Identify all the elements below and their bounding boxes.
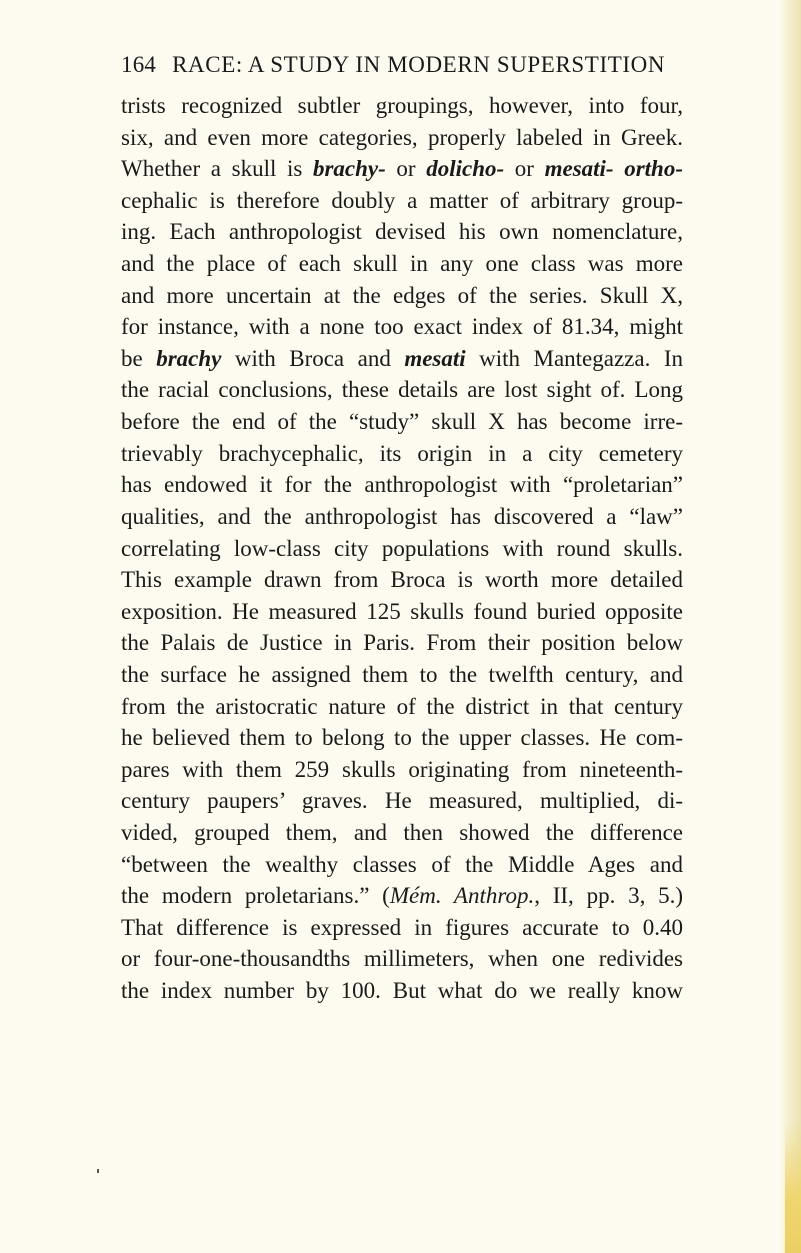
text-line: pares with them 259 skulls originating from nineteenth- bbox=[121, 756, 683, 782]
text-line: the surface he assigned them to the twelfth century, and bbox=[121, 661, 683, 687]
text-line: correlating low-class city populations with round skulls. bbox=[121, 535, 683, 561]
citation-title: Mém. Anthrop. bbox=[389, 883, 535, 909]
text-line: “between the wealthy classes of the Middle Ages and bbox=[121, 851, 683, 877]
text-line bbox=[121, 880, 683, 912]
body-text bbox=[121, 90, 683, 1007]
text-line: and the place of each skull in any one class was more bbox=[121, 251, 683, 277]
text-line: century paupers’ graves. He measured, multiplied, di- bbox=[121, 788, 683, 814]
text-line: and more uncertain at the edges of the series. Skull X, bbox=[121, 282, 683, 308]
text-line: trists recognized subtler groupings, however, into four, bbox=[121, 93, 683, 118]
margin-mark bbox=[97, 1169, 99, 1173]
text-line: cephalic is therefore doubly a matter of arbitrary group- bbox=[121, 187, 683, 213]
term-brachy: brachy- bbox=[312, 156, 386, 182]
running-title: RACE: A STUDY IN MODERN SUPERSTITION bbox=[172, 52, 666, 77]
text-line: six, and even more categories, properly labeled in Greek. bbox=[121, 124, 683, 150]
text-line: or four-one-thousandths millimeters, when one redivides bbox=[121, 946, 683, 972]
text-line bbox=[121, 343, 683, 375]
running-head bbox=[121, 40, 683, 90]
text-line bbox=[121, 153, 683, 185]
text-run: with Broca and bbox=[221, 345, 405, 371]
text-line: he believed them to belong to the upper classes. He com- bbox=[121, 725, 683, 751]
text-line: vided, grouped them, and then showed the difference bbox=[121, 820, 683, 846]
text-line: from the aristocratic nature of the district in that century bbox=[121, 693, 683, 719]
text-run: with Mantegazza. In bbox=[465, 345, 683, 371]
text-line: trievably brachycephalic, its origin in a city cemetery bbox=[121, 440, 683, 466]
text-line: for instance, with a none too exact index of 81.34, might bbox=[121, 314, 683, 340]
page-edge-gilt bbox=[785, 1123, 801, 1253]
text-run: be bbox=[121, 345, 157, 371]
term-mesati-ortho: mesati- ortho- bbox=[544, 156, 683, 182]
text-run: Whether a skull is bbox=[121, 156, 313, 182]
text-run: , II, pp. 3, 5.) bbox=[534, 883, 684, 909]
text-run: or bbox=[504, 156, 545, 182]
term-dolicho: dolicho- bbox=[426, 156, 505, 182]
page-edge-shadow bbox=[779, 0, 801, 1253]
term-brachy: brachy bbox=[156, 345, 222, 371]
page-number: 164 bbox=[121, 52, 157, 77]
text-line: This example drawn from Broca is worth more detailed bbox=[121, 567, 683, 593]
text-line: qualities, and the anthropologist has discovered a “law” bbox=[121, 503, 683, 529]
text-line: the racial conclusions, these details are lost sight of. Long bbox=[121, 377, 683, 403]
text-line: exposition. He measured 125 skulls found buried opposite bbox=[121, 598, 683, 624]
text-line: the Palais de Justice in Paris. From their position below bbox=[121, 630, 683, 656]
text-line: That difference is expressed in figures accurate to 0.40 bbox=[121, 914, 683, 940]
text-line: before the end of the “study” skull X has become irre- bbox=[121, 409, 683, 435]
text-run: or bbox=[385, 156, 427, 182]
text-run: the modern proletarians.” ( bbox=[121, 883, 390, 909]
term-mesati: mesati bbox=[404, 345, 466, 371]
text-line: the index number by 100. But what do we really know bbox=[121, 978, 683, 1004]
text-line: ing. Each anthropologist devised his own nomenclature, bbox=[121, 219, 683, 245]
book-page bbox=[121, 40, 683, 1007]
text-line: has endowed it for the anthropologist with “proletarian” bbox=[121, 472, 683, 498]
